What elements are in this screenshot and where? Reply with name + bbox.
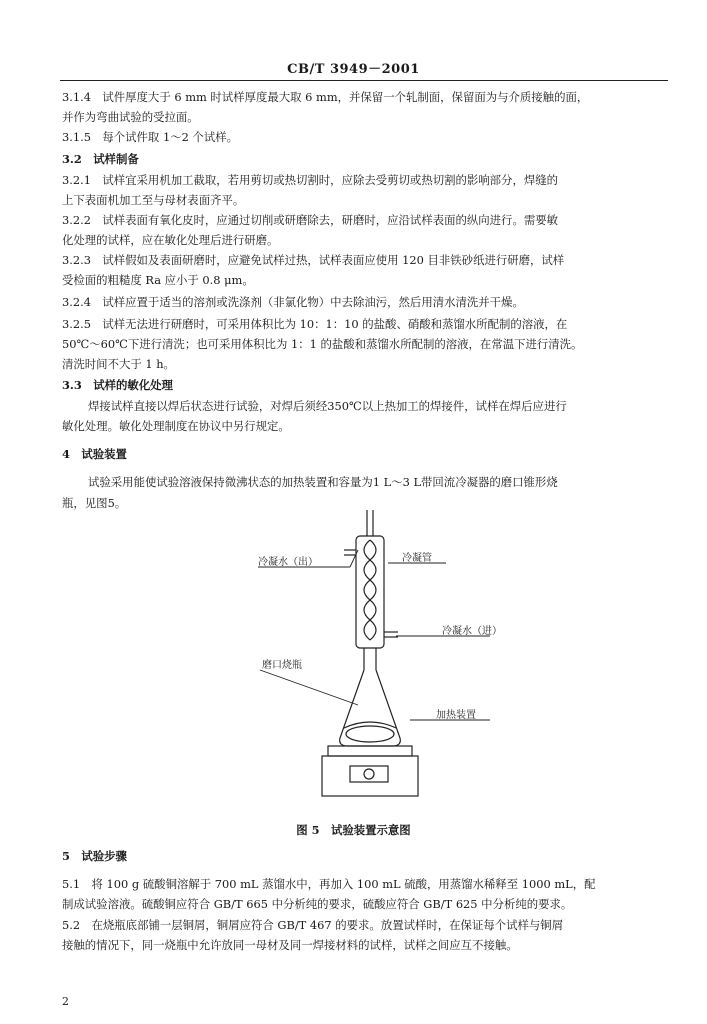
figure-caption: 图 5 试验装置示意图 xyxy=(296,823,411,837)
text-line-3: 3.1.5 每个试件取 1～2 个试样。 xyxy=(62,130,239,144)
text-line-16: 焊接试样直接以焊后状态进行试验，对焊后须经350℃以上热加工的焊接件，试样在焊后应进行 xyxy=(88,399,567,413)
text-line-24: 5.2 在烧瓶底部铺一层铜屑，铜屑应符合 GB/T 467 的要求。放置试样时，在保证每个试样与铜屑 xyxy=(62,918,564,932)
text-line-14: 清洗时间不大于 1 h。 xyxy=(62,357,175,371)
apparatus-drawing xyxy=(210,510,500,800)
text-line-2: 并作为弯曲试验的受拉面。 xyxy=(62,110,199,124)
page-number: 2 xyxy=(62,995,69,1008)
label-cooling-in: 冷凝水（进） xyxy=(442,626,500,637)
text-line-20: 瓶，见图5。 xyxy=(62,496,127,510)
heater-base xyxy=(322,756,418,796)
heater-plate xyxy=(328,746,412,756)
section-heading-3-2: 3.2 试样制备 xyxy=(62,152,139,166)
apparatus-figure xyxy=(210,510,500,800)
label-cooling-out: 冷凝水（出） xyxy=(258,557,318,568)
text-line-10: 受检面的粗糙度 Ra 应小于 0.8 μm。 xyxy=(62,273,254,287)
label-condenser: 冷凝管 xyxy=(402,553,432,564)
text-line-19: 试验采用能使试验溶液保持微沸状态的加热装置和容量为1 L～3 L带回流冷凝器的磨口锥形烧 xyxy=(88,475,558,489)
text-line-9: 3.2.3 试样假如及表面研磨时，应避免试样过热，试样表面应使用 120 目非铁砂纸进行研磨，试样 xyxy=(62,253,565,267)
standard-number: CB/T 3949－2001 xyxy=(287,62,420,77)
section-heading-5: 5 试验步骤 xyxy=(62,849,127,863)
heater-knob xyxy=(364,769,374,779)
text-line-25: 接触的情况下，同一烧瓶中允许放同一母材及同一焊接材料的试样，试样之间应互不接触。 xyxy=(62,938,518,952)
label-flask: 磨口烧瓶 xyxy=(262,660,302,671)
section-heading-4: 4 试验装置 xyxy=(62,447,127,461)
text-line-7: 3.2.2 试样表面有氧化皮时，应通过切削或研磨除去，研磨时，应沿试样表面的纵向进行。需要敏 xyxy=(62,213,559,227)
text-line-11: 3.2.4 试样应置于适当的溶剂或洗涤剂（非氯化物）中去除油污，然后用清水清洗并干燥。 xyxy=(62,295,524,309)
text-line-12: 3.2.5 试样无法进行研磨时，可采用体积比为 10：1：10 的盐酸、硝酸和蒸馏水所配制的溶液，在 xyxy=(62,317,568,331)
text-line-5: 3.2.1 试样宜采用机加工截取，若用剪切或热切割时，应除去受剪切或热切割的影响部分，焊缝的 xyxy=(62,173,559,187)
flask-body xyxy=(340,670,401,746)
text-line-1: 3.1.4 试件厚度大于 6 mm 时试样厚度最大取 6 mm，并保留一个轧制面，保留面为与介质接触的面， xyxy=(62,90,589,104)
text-line-23: 制成试验溶液。硫酸铜应符合 GB/T 665 中分析纯的要求，硫酸应符合 GB/T 625 中分析纯的要求。 xyxy=(62,897,573,911)
text-line-22: 5.1 将 100 g 硫酸铜溶解于 700 mL 蒸馏水中，再加入 100 mL 硫酸，用蒸馏水稀释至 1000 mL，配 xyxy=(62,877,596,891)
text-line-17: 敏化处理。敏化处理制度在协议中另行规定。 xyxy=(62,419,290,433)
section-heading-3-3: 3.3 试样的敏化处理 xyxy=(62,378,173,392)
header-rule xyxy=(60,80,668,81)
text-line-13: 50℃～60℃下进行清洗；也可采用体积比为 1：1 的盐酸和蒸馏水所配制的溶液，在常温下进行清洗。 xyxy=(62,337,583,351)
text-line-8: 化处理的试样，应在敏化处理后进行研磨。 xyxy=(62,233,279,247)
condenser-jacket xyxy=(356,536,384,648)
label-heater: 加热装置 xyxy=(436,710,476,721)
text-line-6: 上下表面机加工至与母材表面齐平。 xyxy=(62,193,245,207)
flask-liquid xyxy=(344,722,396,728)
